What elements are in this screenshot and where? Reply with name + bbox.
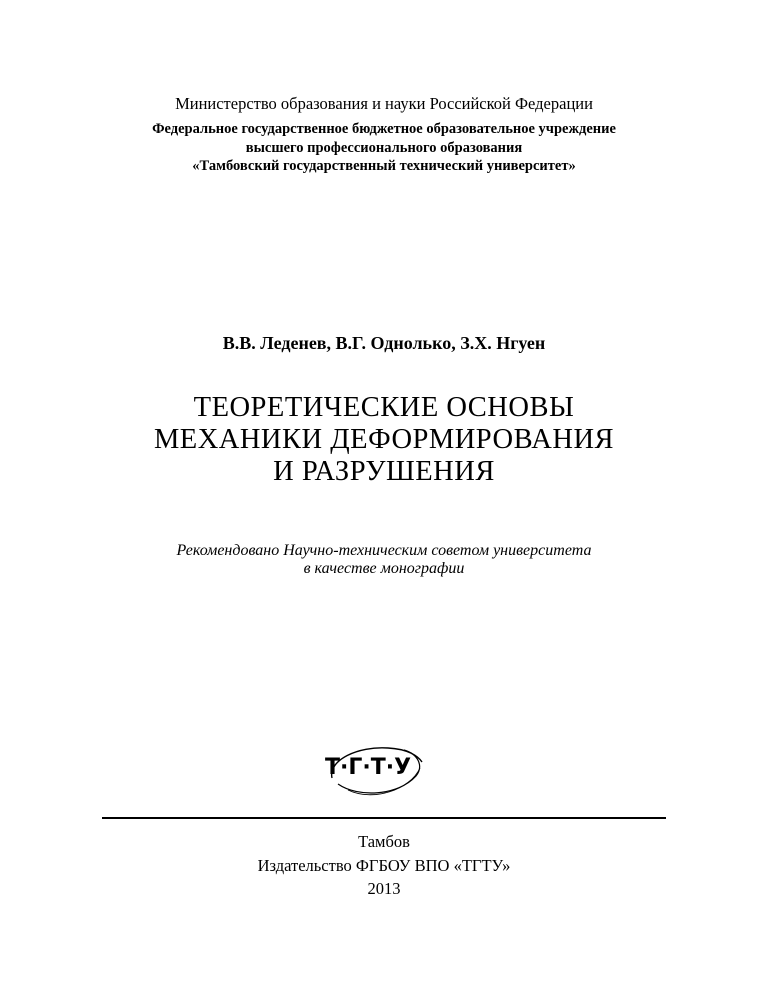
logo-text: Т·Г·Т·У bbox=[325, 755, 412, 780]
institution-line-2: высшего профессионального образования bbox=[245, 140, 523, 156]
book-title-line-2: МЕХАНИКИ ДЕФОРМИРОВАНИЯ bbox=[153, 424, 615, 455]
publication-year: 2013 bbox=[367, 879, 401, 898]
institution-line-1: Федеральное государственное бюджетное образовательное учреждение bbox=[152, 121, 616, 137]
publisher: Издательство ФГБОУ ВПО «ТГТУ» bbox=[257, 856, 511, 875]
publication-city: Тамбов bbox=[358, 832, 410, 851]
institution-line-3: «Тамбовский государственный технический университет» bbox=[192, 158, 576, 174]
tgtu-logo-icon bbox=[318, 738, 438, 800]
recommendation-line-2: в качестве монографии bbox=[303, 560, 465, 577]
recommendation-line-1: Рекомендовано Научно-техническим советом университета bbox=[176, 542, 592, 559]
book-title-line-3: И РАЗРУШЕНИЯ bbox=[273, 456, 495, 487]
ministry-line: Министерство образования и науки Российской Федерации bbox=[175, 94, 593, 113]
footer-divider bbox=[102, 817, 666, 819]
book-title-line-1: ТЕОРЕТИЧЕСКИЕ ОСНОВЫ bbox=[193, 392, 575, 423]
authors: В.В. Леденев, В.Г. Однолько, З.Х. Нгуен bbox=[222, 333, 546, 353]
